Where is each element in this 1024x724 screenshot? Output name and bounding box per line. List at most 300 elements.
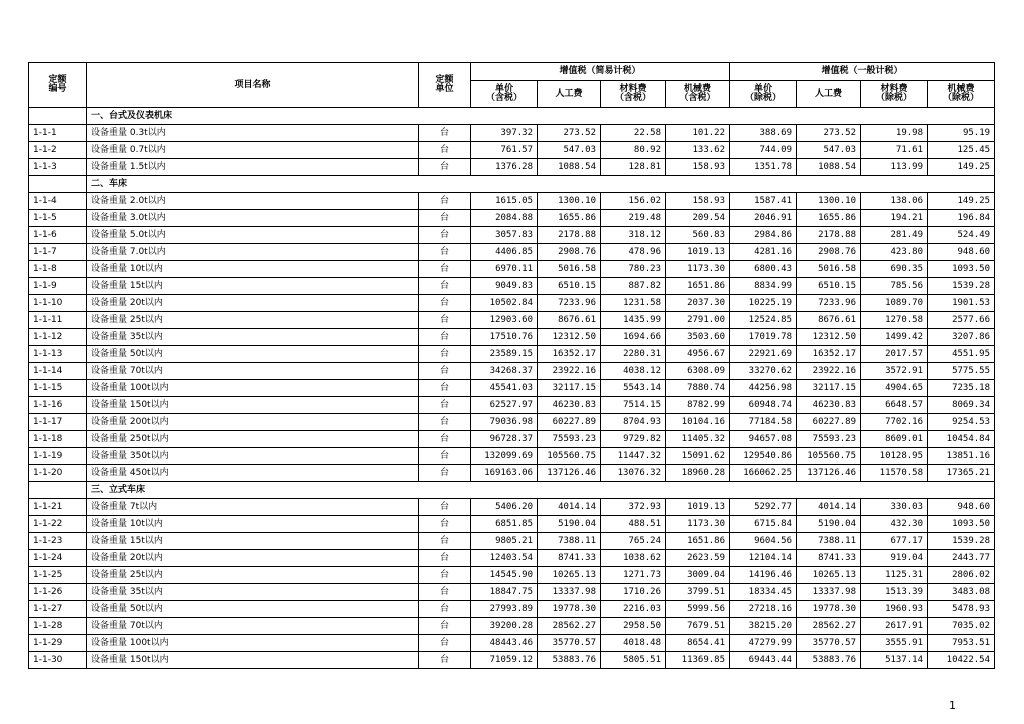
value-cell: 919.04 — [861, 550, 928, 567]
value-cell: 3555.91 — [861, 635, 928, 652]
value-cell: 1435.99 — [601, 312, 666, 329]
value-cell: 71059.12 — [471, 652, 538, 669]
value-cell: 12104.14 — [730, 550, 797, 567]
value-cell: 23922.16 — [538, 363, 601, 380]
value-cell: 318.12 — [601, 227, 666, 244]
unit-cell: 台 — [419, 227, 471, 244]
value-cell: 744.09 — [730, 142, 797, 159]
unit-cell: 台 — [419, 312, 471, 329]
value-cell: 62527.97 — [471, 397, 538, 414]
value-cell: 18334.45 — [730, 584, 797, 601]
value-cell: 45541.03 — [471, 380, 538, 397]
value-cell: 785.56 — [861, 278, 928, 295]
unit-cell: 台 — [419, 414, 471, 431]
value-cell: 13076.32 — [601, 465, 666, 482]
value-cell: 6715.84 — [730, 516, 797, 533]
value-cell: 35770.57 — [797, 635, 861, 652]
table-row — [29, 244, 995, 261]
value-cell: 547.03 — [797, 142, 861, 159]
value-cell: 132099.69 — [471, 448, 538, 465]
header-col-3: 机械费 （含税） — [666, 81, 730, 108]
value-cell: 7233.96 — [797, 295, 861, 312]
value-cell: 10265.13 — [538, 567, 601, 584]
value-cell: 6800.43 — [730, 261, 797, 278]
quota-code: 1-1-4 — [29, 193, 87, 210]
value-cell: 12524.85 — [730, 312, 797, 329]
unit-cell: 台 — [419, 431, 471, 448]
item-name: 设备重量 15t以内 — [87, 278, 419, 295]
unit-cell: 台 — [419, 601, 471, 618]
table-row — [29, 346, 995, 363]
value-cell: 2216.03 — [601, 601, 666, 618]
value-cell: 101.22 — [666, 125, 730, 142]
value-cell: 33270.62 — [730, 363, 797, 380]
value-cell: 4281.16 — [730, 244, 797, 261]
value-cell: 19778.30 — [797, 601, 861, 618]
value-cell: 8834.99 — [730, 278, 797, 295]
quota-code: 1-1-6 — [29, 227, 87, 244]
value-cell: 2623.59 — [666, 550, 730, 567]
value-cell: 6648.57 — [861, 397, 928, 414]
item-name: 设备重量 50t以内 — [87, 346, 419, 363]
value-cell: 2037.30 — [666, 295, 730, 312]
table-row — [29, 601, 995, 618]
unit-cell: 台 — [419, 584, 471, 601]
unit-cell: 台 — [419, 380, 471, 397]
table-row — [29, 533, 995, 550]
table-row — [29, 516, 995, 533]
value-cell: 17510.76 — [471, 329, 538, 346]
table-row — [29, 363, 995, 380]
value-cell: 2443.77 — [928, 550, 995, 567]
value-cell: 60948.74 — [730, 397, 797, 414]
value-cell: 1615.05 — [471, 193, 538, 210]
value-cell: 1960.93 — [861, 601, 928, 618]
value-cell: 22.58 — [601, 125, 666, 142]
value-cell: 1539.28 — [928, 278, 995, 295]
quota-table — [28, 62, 995, 669]
value-cell: 1513.39 — [861, 584, 928, 601]
value-cell: 137126.46 — [538, 465, 601, 482]
section-title: 三、立式车床 — [87, 482, 995, 499]
value-cell: 1270.58 — [861, 312, 928, 329]
value-cell: 13851.16 — [928, 448, 995, 465]
value-cell: 1901.53 — [928, 295, 995, 312]
value-cell: 22921.69 — [730, 346, 797, 363]
value-cell: 79036.98 — [471, 414, 538, 431]
value-cell: 1088.54 — [538, 159, 601, 176]
item-name: 设备重量 1.5t以内 — [87, 159, 419, 176]
value-cell: 1351.78 — [730, 159, 797, 176]
value-cell: 60227.89 — [538, 414, 601, 431]
value-cell: 2017.57 — [861, 346, 928, 363]
value-cell: 8741.33 — [538, 550, 601, 567]
value-cell: 196.84 — [928, 210, 995, 227]
value-cell: 761.57 — [471, 142, 538, 159]
value-cell: 4956.67 — [666, 346, 730, 363]
unit-cell: 台 — [419, 533, 471, 550]
table-row — [29, 329, 995, 346]
value-cell: 75593.23 — [538, 431, 601, 448]
value-cell: 12312.50 — [538, 329, 601, 346]
table-row — [29, 635, 995, 652]
value-cell: 1231.58 — [601, 295, 666, 312]
value-cell: 19778.30 — [538, 601, 601, 618]
value-cell: 2984.86 — [730, 227, 797, 244]
table-row — [29, 567, 995, 584]
unit-cell: 台 — [419, 363, 471, 380]
item-name: 设备重量 25t以内 — [87, 312, 419, 329]
quota-code: 1-1-13 — [29, 346, 87, 363]
value-cell: 1651.86 — [666, 533, 730, 550]
value-cell: 5478.93 — [928, 601, 995, 618]
header-col-7: 机械费 （除税） — [928, 81, 995, 108]
value-cell: 1499.42 — [861, 329, 928, 346]
value-cell: 3483.08 — [928, 584, 995, 601]
value-cell: 1125.31 — [861, 567, 928, 584]
quota-code: 1-1-21 — [29, 499, 87, 516]
value-cell: 1655.86 — [538, 210, 601, 227]
quota-code: 1-1-24 — [29, 550, 87, 567]
unit-cell: 台 — [419, 346, 471, 363]
value-cell: 397.32 — [471, 125, 538, 142]
value-cell: 3503.60 — [666, 329, 730, 346]
value-cell: 3207.86 — [928, 329, 995, 346]
unit-cell: 台 — [419, 193, 471, 210]
value-cell: 96728.37 — [471, 431, 538, 448]
table-row — [29, 278, 995, 295]
value-cell: 11369.85 — [666, 652, 730, 669]
header-group-simple: 增值税（简易计税） — [471, 63, 730, 81]
table-row — [29, 465, 995, 482]
value-cell: 14196.46 — [730, 567, 797, 584]
value-cell: 7388.11 — [797, 533, 861, 550]
header-code: 定额 编号 — [29, 63, 87, 108]
value-cell: 32117.15 — [797, 380, 861, 397]
table-row — [29, 584, 995, 601]
value-cell: 690.35 — [861, 261, 928, 278]
value-cell: 27993.89 — [471, 601, 538, 618]
value-cell: 488.51 — [601, 516, 666, 533]
section-code-cell — [29, 108, 87, 125]
value-cell: 14545.90 — [471, 567, 538, 584]
value-cell: 8676.61 — [538, 312, 601, 329]
value-cell: 6308.09 — [666, 363, 730, 380]
value-cell: 2046.91 — [730, 210, 797, 227]
unit-cell: 台 — [419, 550, 471, 567]
value-cell: 4406.85 — [471, 244, 538, 261]
value-cell: 2958.50 — [601, 618, 666, 635]
value-cell: 1376.28 — [471, 159, 538, 176]
value-cell: 560.83 — [666, 227, 730, 244]
value-cell: 948.60 — [928, 499, 995, 516]
header-col-6: 材料费 （除税） — [861, 81, 928, 108]
unit-cell: 台 — [419, 261, 471, 278]
table-row — [29, 261, 995, 278]
quota-code: 1-1-1 — [29, 125, 87, 142]
item-name: 设备重量 0.7t以内 — [87, 142, 419, 159]
quota-code: 1-1-15 — [29, 380, 87, 397]
value-cell: 1093.50 — [928, 261, 995, 278]
value-cell: 3799.51 — [666, 584, 730, 601]
value-cell: 60227.89 — [797, 414, 861, 431]
value-cell: 8676.61 — [797, 312, 861, 329]
table-row — [29, 618, 995, 635]
section-code-cell — [29, 482, 87, 499]
item-name: 设备重量 10t以内 — [87, 261, 419, 278]
value-cell: 1173.30 — [666, 516, 730, 533]
unit-cell: 台 — [419, 448, 471, 465]
value-cell: 7880.74 — [666, 380, 730, 397]
unit-cell: 台 — [419, 142, 471, 159]
quota-code: 1-1-5 — [29, 210, 87, 227]
value-cell: 2178.88 — [797, 227, 861, 244]
value-cell: 2806.02 — [928, 567, 995, 584]
value-cell: 8704.93 — [601, 414, 666, 431]
value-cell: 3572.91 — [861, 363, 928, 380]
value-cell: 5292.77 — [730, 499, 797, 516]
value-cell: 158.93 — [666, 193, 730, 210]
value-cell: 48443.46 — [471, 635, 538, 652]
unit-cell: 台 — [419, 397, 471, 414]
quota-code: 1-1-28 — [29, 618, 87, 635]
table-row — [29, 652, 995, 669]
value-cell: 7514.15 — [601, 397, 666, 414]
item-name: 设备重量 450t以内 — [87, 465, 419, 482]
item-name: 设备重量 7t以内 — [87, 499, 419, 516]
page-number: 1 — [949, 699, 956, 712]
value-cell: 35770.57 — [538, 635, 601, 652]
value-cell: 7235.18 — [928, 380, 995, 397]
item-name: 设备重量 35t以内 — [87, 329, 419, 346]
value-cell: 2908.76 — [797, 244, 861, 261]
quota-code: 1-1-26 — [29, 584, 87, 601]
item-name: 设备重量 0.3t以内 — [87, 125, 419, 142]
value-cell: 330.03 — [861, 499, 928, 516]
quota-code: 1-1-30 — [29, 652, 87, 669]
value-cell: 5137.14 — [861, 652, 928, 669]
item-name: 设备重量 25t以内 — [87, 567, 419, 584]
value-cell: 1173.30 — [666, 261, 730, 278]
value-cell: 5016.58 — [797, 261, 861, 278]
value-cell: 32117.15 — [538, 380, 601, 397]
value-cell: 948.60 — [928, 244, 995, 261]
value-cell: 5190.04 — [797, 516, 861, 533]
item-name: 设备重量 35t以内 — [87, 584, 419, 601]
table-row — [29, 142, 995, 159]
value-cell: 547.03 — [538, 142, 601, 159]
item-name: 设备重量 10t以内 — [87, 516, 419, 533]
quota-code: 1-1-18 — [29, 431, 87, 448]
unit-cell: 台 — [419, 516, 471, 533]
unit-cell: 台 — [419, 278, 471, 295]
value-cell: 15091.62 — [666, 448, 730, 465]
value-cell: 1651.86 — [666, 278, 730, 295]
value-cell: 2084.88 — [471, 210, 538, 227]
value-cell: 4014.14 — [797, 499, 861, 516]
value-cell: 10454.84 — [928, 431, 995, 448]
value-cell: 6970.11 — [471, 261, 538, 278]
table-row — [29, 448, 995, 465]
value-cell: 1587.41 — [730, 193, 797, 210]
value-cell: 2280.31 — [601, 346, 666, 363]
value-cell: 1019.13 — [666, 499, 730, 516]
item-name: 设备重量 70t以内 — [87, 363, 419, 380]
value-cell: 1710.26 — [601, 584, 666, 601]
value-cell: 169163.06 — [471, 465, 538, 482]
value-cell: 372.93 — [601, 499, 666, 516]
header-unit: 定额 单位 — [419, 63, 471, 108]
value-cell: 9604.56 — [730, 533, 797, 550]
unit-cell: 台 — [419, 210, 471, 227]
value-cell: 38215.20 — [730, 618, 797, 635]
quota-code: 1-1-16 — [29, 397, 87, 414]
value-cell: 8654.41 — [666, 635, 730, 652]
value-cell: 7953.51 — [928, 635, 995, 652]
value-cell: 1038.62 — [601, 550, 666, 567]
value-cell: 273.52 — [538, 125, 601, 142]
value-cell: 105560.75 — [538, 448, 601, 465]
value-cell: 388.69 — [730, 125, 797, 142]
value-cell: 39200.28 — [471, 618, 538, 635]
value-cell: 2791.00 — [666, 312, 730, 329]
value-cell: 149.25 — [928, 159, 995, 176]
unit-cell: 台 — [419, 618, 471, 635]
value-cell: 5805.51 — [601, 652, 666, 669]
value-cell: 10265.13 — [797, 567, 861, 584]
value-cell: 17365.21 — [928, 465, 995, 482]
value-cell: 16352.17 — [538, 346, 601, 363]
value-cell: 780.23 — [601, 261, 666, 278]
quota-code: 1-1-2 — [29, 142, 87, 159]
value-cell: 5999.56 — [666, 601, 730, 618]
table-row — [29, 312, 995, 329]
table-row — [29, 125, 995, 142]
item-name: 设备重量 7.0t以内 — [87, 244, 419, 261]
unit-cell: 台 — [419, 465, 471, 482]
value-cell: 9729.82 — [601, 431, 666, 448]
value-cell: 9049.83 — [471, 278, 538, 295]
table-row — [29, 499, 995, 516]
value-cell: 219.48 — [601, 210, 666, 227]
value-cell: 28562.27 — [538, 618, 601, 635]
value-cell: 138.06 — [861, 193, 928, 210]
quota-code: 1-1-3 — [29, 159, 87, 176]
value-cell: 2908.76 — [538, 244, 601, 261]
table-body — [29, 108, 995, 669]
unit-cell: 台 — [419, 652, 471, 669]
quota-code: 1-1-9 — [29, 278, 87, 295]
table-row — [29, 397, 995, 414]
quota-code: 1-1-12 — [29, 329, 87, 346]
unit-cell: 台 — [419, 635, 471, 652]
header-col-0: 单价 （含税） — [471, 81, 538, 108]
value-cell: 194.21 — [861, 210, 928, 227]
quota-code: 1-1-14 — [29, 363, 87, 380]
value-cell: 149.25 — [928, 193, 995, 210]
header-col-1: 人工费 — [538, 81, 601, 108]
quota-code: 1-1-25 — [29, 567, 87, 584]
value-cell: 13337.98 — [797, 584, 861, 601]
value-cell: 11570.58 — [861, 465, 928, 482]
value-cell: 1655.86 — [797, 210, 861, 227]
value-cell: 3057.83 — [471, 227, 538, 244]
value-cell: 23589.15 — [471, 346, 538, 363]
value-cell: 1300.10 — [797, 193, 861, 210]
value-cell: 46230.83 — [797, 397, 861, 414]
value-cell: 137126.46 — [797, 465, 861, 482]
value-cell: 4014.14 — [538, 499, 601, 516]
item-name: 设备重量 20t以内 — [87, 550, 419, 567]
value-cell: 1088.54 — [797, 159, 861, 176]
header-col-5: 人工费 — [797, 81, 861, 108]
unit-cell: 台 — [419, 329, 471, 346]
quota-code: 1-1-22 — [29, 516, 87, 533]
value-cell: 2617.91 — [861, 618, 928, 635]
value-cell: 6510.15 — [797, 278, 861, 295]
value-cell: 28562.27 — [797, 618, 861, 635]
value-cell: 27218.16 — [730, 601, 797, 618]
value-cell: 156.02 — [601, 193, 666, 210]
value-cell: 423.80 — [861, 244, 928, 261]
table-row — [29, 159, 995, 176]
value-cell: 133.62 — [666, 142, 730, 159]
value-cell: 5016.58 — [538, 261, 601, 278]
quota-code: 1-1-7 — [29, 244, 87, 261]
table-row — [29, 414, 995, 431]
table-row — [29, 210, 995, 227]
value-cell: 1089.70 — [861, 295, 928, 312]
quota-code: 1-1-17 — [29, 414, 87, 431]
value-cell: 5543.14 — [601, 380, 666, 397]
table-row — [29, 227, 995, 244]
item-name: 设备重量 100t以内 — [87, 635, 419, 652]
value-cell: 125.45 — [928, 142, 995, 159]
value-cell: 166062.25 — [730, 465, 797, 482]
item-name: 设备重量 5.0t以内 — [87, 227, 419, 244]
value-cell: 16352.17 — [797, 346, 861, 363]
quota-code: 1-1-29 — [29, 635, 87, 652]
value-cell: 46230.83 — [538, 397, 601, 414]
value-cell: 4551.95 — [928, 346, 995, 363]
value-cell: 8069.34 — [928, 397, 995, 414]
value-cell: 75593.23 — [797, 431, 861, 448]
value-cell: 69443.44 — [730, 652, 797, 669]
unit-cell: 台 — [419, 159, 471, 176]
value-cell: 7679.51 — [666, 618, 730, 635]
value-cell: 8609.01 — [861, 431, 928, 448]
table-row — [29, 431, 995, 448]
value-cell: 12903.60 — [471, 312, 538, 329]
value-cell: 4904.65 — [861, 380, 928, 397]
value-cell: 5190.04 — [538, 516, 601, 533]
value-cell: 1694.66 — [601, 329, 666, 346]
item-name: 设备重量 70t以内 — [87, 618, 419, 635]
value-cell: 10422.54 — [928, 652, 995, 669]
value-cell: 23922.16 — [797, 363, 861, 380]
value-cell: 105560.75 — [797, 448, 861, 465]
value-cell: 12403.54 — [471, 550, 538, 567]
quota-code: 1-1-10 — [29, 295, 87, 312]
value-cell: 1539.28 — [928, 533, 995, 550]
item-name: 设备重量 15t以内 — [87, 533, 419, 550]
value-cell: 4038.12 — [601, 363, 666, 380]
item-name: 设备重量 350t以内 — [87, 448, 419, 465]
value-cell: 80.92 — [601, 142, 666, 159]
value-cell: 12312.50 — [797, 329, 861, 346]
value-cell: 94657.08 — [730, 431, 797, 448]
value-cell: 1093.50 — [928, 516, 995, 533]
